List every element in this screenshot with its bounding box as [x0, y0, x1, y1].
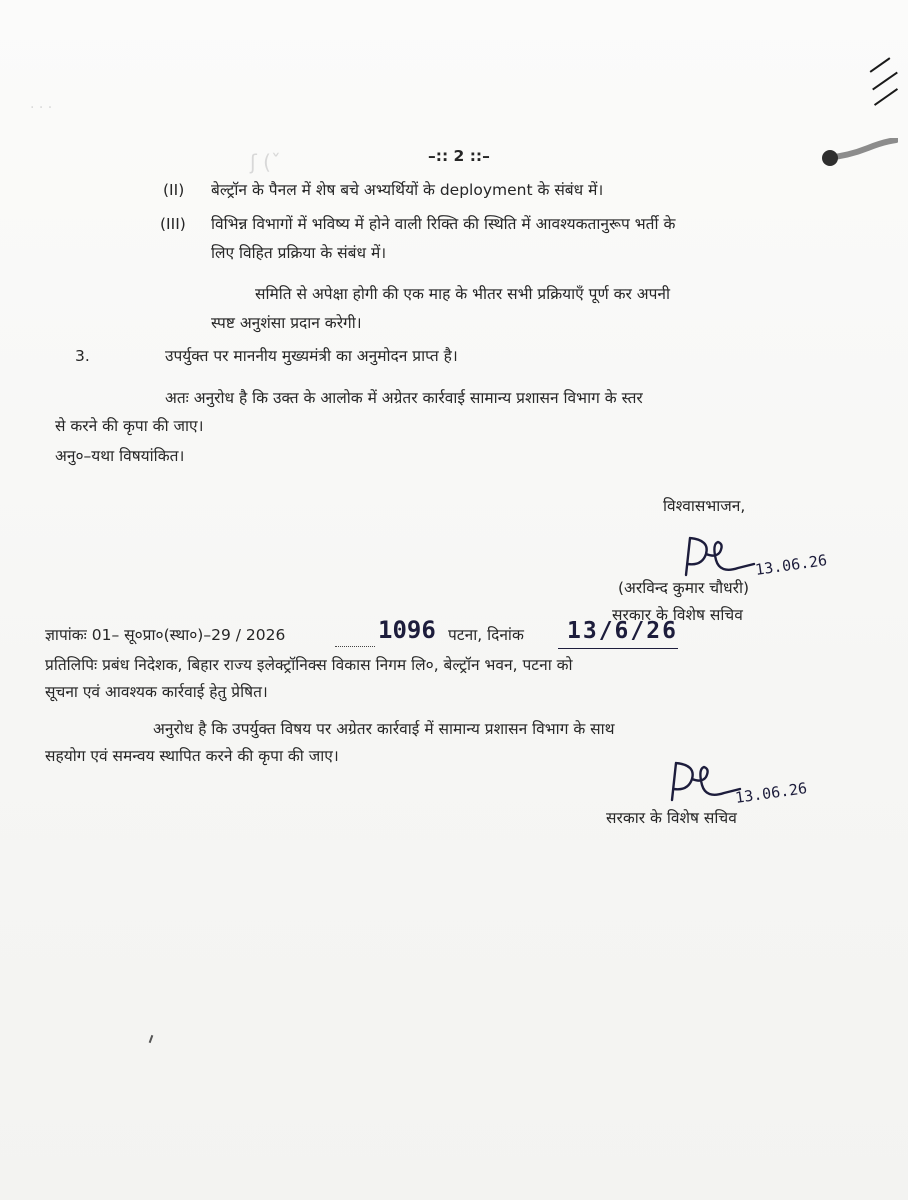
paragraph-line: सहयोग एवं समन्वय स्थापित करने की कृपा की जाए।	[45, 747, 339, 765]
handwritten-signature	[676, 530, 756, 585]
closing-salutation: विश्वासभाजन,	[663, 497, 746, 515]
item-number: 3.	[75, 347, 90, 365]
page-number: –:: 2 ::–	[428, 147, 490, 165]
paragraph-line: उपर्युक्त पर माननीय मुख्यमंत्री का अनुमोदन प्राप्त है।	[165, 347, 458, 365]
place-date-label: पटना, दिनांक	[448, 626, 524, 644]
point-text: लिए विहित प्रक्रिया के संबंध में।	[211, 244, 387, 262]
signatory-designation: सरकार के विशेष सचिव	[612, 606, 743, 624]
corner-mark	[870, 57, 891, 72]
copy-line: प्रतिलिपिः प्रबंध निदेशक, बिहार राज्य इलेक्ट्रॉनिक्स विकास निगम लि०, बेल्ट्रॉन भवन, पटना को	[45, 656, 573, 674]
handwritten-memo-number: 1096	[378, 616, 436, 644]
point-text: बेल्ट्रॉन के पैनल में शेष बचे अभ्यर्थियों के deployment के संबंध में।	[211, 181, 604, 199]
handwritten-signature	[662, 755, 742, 810]
paragraph-line: समिति से अपेक्षा होगी की एक माह के भीतर सभी प्रक्रियाएँ पूर्ण कर अपनी	[255, 285, 671, 303]
bleed-through-mark: · · ·	[30, 100, 53, 116]
memo-number-prefix: ज्ञापांकः 01– सू०प्रा०(स्था०)–29 / 2026	[45, 626, 286, 644]
handwritten-memo-date: 13/6/26	[567, 618, 678, 644]
enclosure-note: अनु०–यथा विषयांकित।	[55, 447, 185, 465]
paragraph-line: से करने की कृपा की जाए।	[55, 417, 204, 435]
copy-line: सूचना एवं आवश्यक कार्रवाई हेतु प्रेषित।	[45, 683, 268, 701]
paragraph-line: स्पष्ट अनुशंसा प्रदान करेगी।	[211, 314, 362, 332]
date-underline	[558, 648, 678, 649]
stray-ink-mark	[149, 1035, 154, 1043]
corner-mark	[874, 88, 898, 106]
point-number: (III)	[160, 215, 186, 233]
point-text: विभिन्न विभागों में भविष्य में होने वाली रिक्ति की स्थिति में आवश्यकतानुरूप भर्ती के	[211, 215, 676, 233]
paragraph-line: अतः अनुरोध है कि उक्त के आलोक में अग्रेतर कार्रवाई सामान्य प्रशासन विभाग के स्तर	[165, 389, 643, 407]
dotted-fill-line	[335, 646, 375, 647]
handwritten-sign-date: 13.06.26	[754, 551, 829, 579]
handwritten-sign-date: 13.06.26	[734, 779, 809, 807]
signatory-name: (अरविन्द कुमार चौधरी)	[618, 579, 750, 597]
point-number: (II)	[163, 181, 185, 199]
punch-hole-thread	[818, 138, 898, 178]
paragraph-line: अनुरोध है कि उपर्युक्त विषय पर अग्रेतर कार्रवाई में सामान्य प्रशासन विभाग के साथ	[153, 720, 615, 738]
bleed-through-mark: ʃ (ˇ	[250, 150, 281, 174]
corner-mark	[872, 72, 898, 91]
signatory-designation: सरकार के विशेष सचिव	[606, 809, 737, 827]
